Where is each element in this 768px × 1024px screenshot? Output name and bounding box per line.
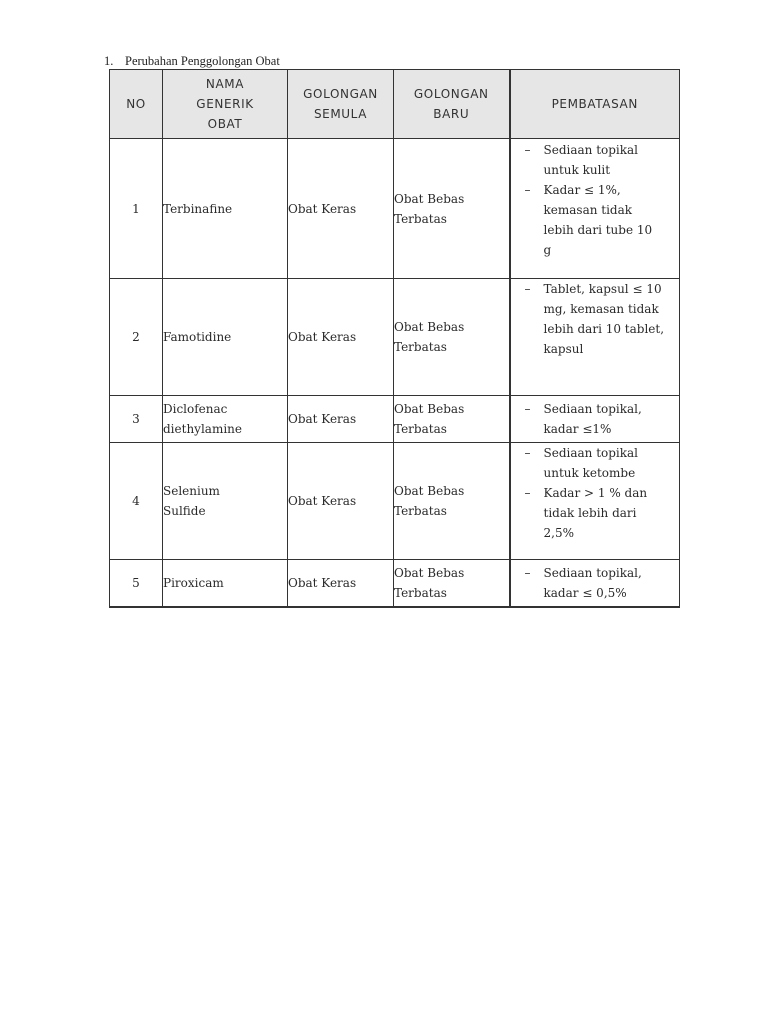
cell-nama (163, 279, 288, 396)
cell-nama-text: Selenium Sulfide (163, 484, 220, 518)
cell-pembatasan (510, 560, 680, 607)
cell-baru (394, 443, 510, 560)
pembatasan-item: – Sediaan topikal, kadar ≤ 0,5% (544, 563, 672, 603)
header-golongan-semula: GOLONGAN SEMULA (288, 70, 394, 139)
cell-no: 2 (110, 279, 163, 396)
cell-pembatasan (510, 139, 680, 279)
cell-no: 3 (110, 396, 163, 443)
header-no: NO (110, 70, 163, 139)
cell-nama-text: Piroxicam (163, 575, 224, 590)
table-row (110, 139, 680, 279)
cell-baru (394, 396, 510, 443)
pembatasan-item: – Kadar ≤ 1%, kemasan tidak lebih dari tube 10 g (544, 180, 672, 260)
header-nama-generik: NAMA GENERIK OBAT (163, 70, 288, 139)
cell-baru (394, 279, 510, 396)
cell-semula: Obat Keras (288, 443, 394, 560)
cell-semula: Obat Keras (288, 279, 394, 396)
cell-nama-text: Terbinafine (163, 201, 233, 216)
header-pembatasan: PEMBATASAN (510, 70, 680, 139)
pembatasan-item: – Sediaan topikal untuk kulit (544, 140, 672, 180)
drug-classification-table (109, 69, 680, 608)
pembatasan-item: – Sediaan topikal untuk ketombe (544, 443, 672, 483)
cell-baru-text: Obat Bebas Terbatas (394, 320, 465, 354)
heading-text: Perubahan Penggolongan Obat (125, 54, 280, 68)
pembatasan-list (511, 563, 680, 603)
cell-semula: Obat Keras (288, 396, 394, 443)
table-row (110, 560, 680, 607)
section-heading (104, 54, 280, 69)
cell-baru (394, 560, 510, 607)
pembatasan-list (511, 443, 680, 543)
pembatasan-list (511, 279, 680, 359)
cell-no: 1 (110, 139, 163, 279)
cell-nama (163, 443, 288, 560)
pembatasan-item: – Sediaan topikal, kadar ≤1% (544, 399, 672, 439)
cell-nama (163, 396, 288, 443)
cell-baru-text: Obat Bebas Terbatas (394, 484, 465, 518)
cell-nama (163, 139, 288, 279)
header-golongan-baru: GOLONGAN BARU (394, 70, 510, 139)
cell-baru (394, 139, 510, 279)
pembatasan-item: – Kadar > 1 % dan tidak lebih dari 2,5% (544, 483, 672, 543)
pembatasan-item: – Tablet, kapsul ≤ 10 mg, kemasan tidak lebih dari 10 tablet, kapsul (544, 279, 672, 359)
cell-pembatasan (510, 443, 680, 560)
cell-pembatasan (510, 279, 680, 396)
heading-number: 1. (104, 54, 114, 68)
cell-nama-text: Diclofenac diethylamine (163, 402, 242, 436)
cell-pembatasan (510, 396, 680, 443)
table-row (110, 396, 680, 443)
cell-no: 4 (110, 443, 163, 560)
pembatasan-list (511, 140, 680, 260)
cell-nama-text: Famotidine (163, 330, 232, 344)
cell-baru-text: Obat Bebas Terbatas (394, 191, 465, 226)
cell-semula: Obat Keras (288, 139, 394, 279)
pembatasan-list (511, 399, 680, 439)
table-row (110, 443, 680, 560)
table-row (110, 279, 680, 396)
cell-baru-text: Obat Bebas Terbatas (394, 565, 465, 600)
cell-semula: Obat Keras (288, 560, 394, 607)
cell-nama (163, 560, 288, 607)
cell-no: 5 (110, 560, 163, 607)
cell-baru-text: Obat Bebas Terbatas (394, 402, 465, 436)
table-header-row (110, 70, 680, 139)
